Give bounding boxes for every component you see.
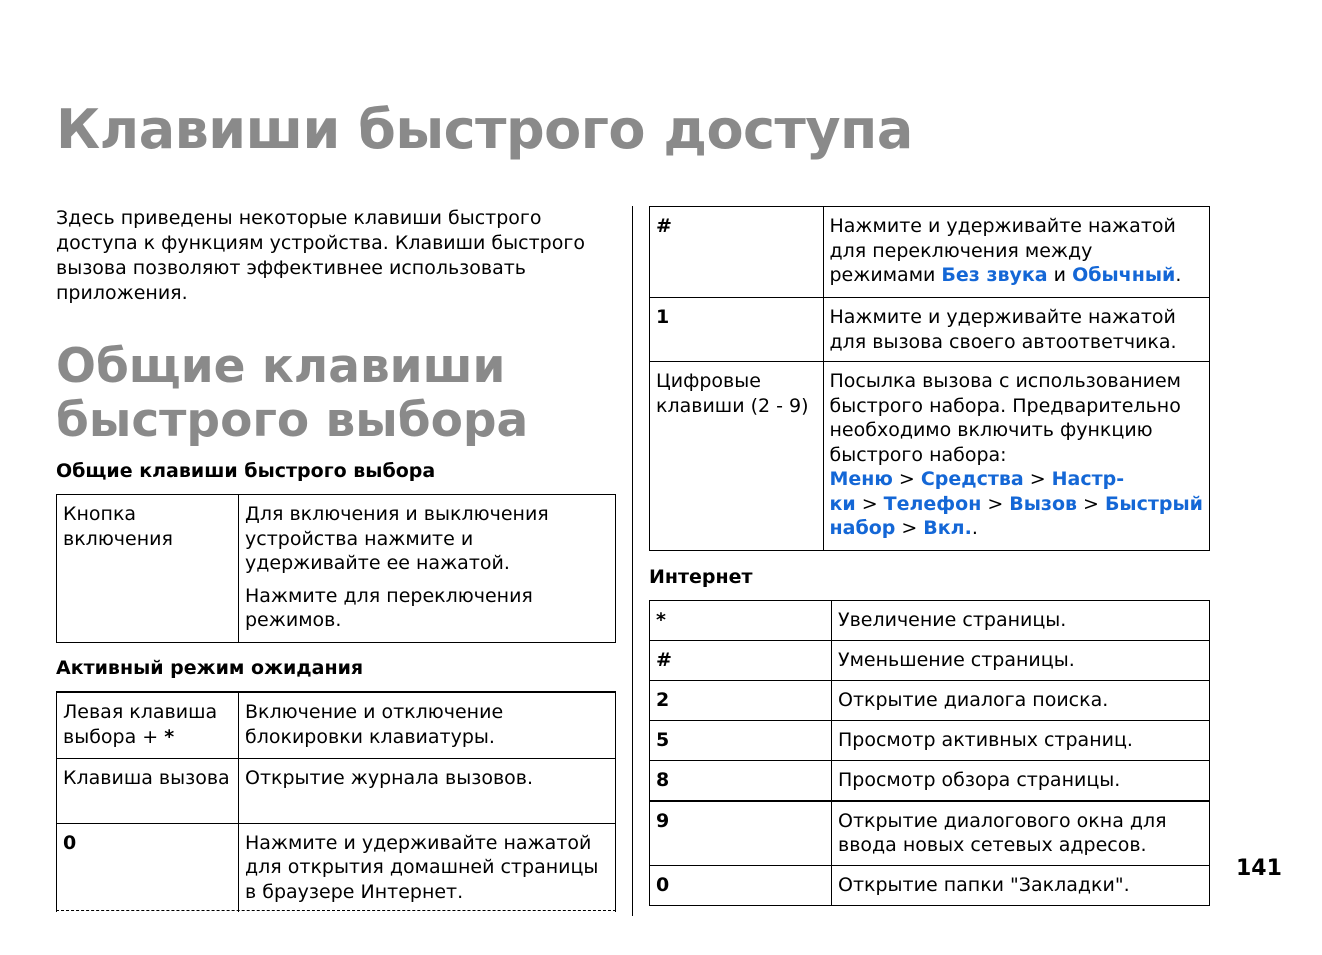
standby-heading: Активный режим ожидания [56,657,364,679]
key-cell [650,721,832,761]
internet-heading: Интернет [649,566,753,588]
table-row [57,692,616,758]
table-row [650,761,1210,801]
intro-paragraph: Здесь приведены некоторые клавиши быстрого доступа к функциям устройства. Клавиши быстрого вызова позволяют эффективнее использовать приложения. [56,207,585,304]
desc-text: Нажмите и удерживайте нажатой для вызова своего автоответчика. [829,306,1177,353]
table-row [650,298,1210,362]
desc-text: . [1175,264,1182,286]
desc-text: Для включения и выключения устройства нажмите и удерживайте ее нажатой. [245,503,549,574]
section-title: Общие клавиши быстрого выбора [56,339,529,448]
desc-text: Включение и отключение блокировки клавиатуры. [245,701,504,748]
desc-text: Открытие папки "Закладки". [838,873,1130,896]
table-row [650,801,1210,866]
desc-cell [239,758,616,823]
desc-cell [823,207,1210,298]
desc-cell [823,362,1210,551]
desc-text: Уменьшение страницы. [838,649,1075,671]
key-label: * [656,609,666,631]
desc-cell [832,865,1210,905]
menu-path-link[interactable]: Вызов [1009,492,1078,515]
key-cell [650,865,832,905]
desc-cell [832,601,1210,641]
key-label: # [656,215,672,237]
general-keys-table [56,494,616,643]
desc-text: и [1047,264,1073,286]
desc-cell [832,641,1210,681]
key-label: Цифровые клавиши (2 - 9) [656,370,809,417]
key-cell [650,601,832,641]
key-label: 0 [656,873,670,896]
key-cell [650,207,824,298]
key-label: # [656,649,672,671]
table-row [57,495,616,643]
menu-path-link[interactable]: Телефон [883,492,982,515]
desc-cell [823,298,1210,362]
menu-path-link[interactable]: Быстрый набор [829,492,1203,539]
key-cell [650,761,832,801]
desc-text: Открытие журнала вызовов. [245,766,534,789]
menu-path-link[interactable]: Настр-ки [829,468,1125,515]
misc-keys-table [649,206,1210,551]
table-row [650,207,1210,298]
table-row [650,721,1210,761]
key-label: Клавиша вызова [63,766,230,789]
path-separator: > [861,492,878,515]
table-continuation-line [56,910,616,911]
key-cell [650,362,824,551]
key-cell [650,641,832,681]
desc-text: Нажмите для переключения режимов. [245,584,533,631]
table-row [650,681,1210,721]
page-number: 141 [1236,856,1282,881]
table-row [650,601,1210,641]
table-row [57,823,616,912]
key-cell [650,681,832,721]
desc-text: Открытие диалога поиска. [838,689,1109,711]
general-keys-heading: Общие клавиши быстрого выбора [56,460,436,482]
standby-keys-table [56,691,616,912]
desc-text: Посылка вызова с использованием быстрого набора. Предварительно необходимо включить функцию быстрого набора: [829,370,1181,466]
menu-path-link[interactable]: Меню [829,468,893,490]
desc-cell [239,823,616,912]
path-separator: > [987,492,1004,515]
key-cell [57,758,239,823]
desc-text: . [971,517,978,539]
path-separator: > [1083,492,1099,515]
desc-cell [832,801,1210,866]
key-symbol: * [164,725,175,748]
path-separator: > [898,468,915,490]
page-title: Клавиши быстрого доступа [56,98,913,161]
desc-cell [832,721,1210,761]
desc-cell [832,681,1210,721]
desc-cell [832,761,1210,801]
key-cell [650,298,824,362]
key-label: 9 [656,809,670,832]
desc-text: Просмотр обзора страницы. [838,769,1121,791]
path-separator: > [901,517,918,539]
table-row [57,758,616,823]
key-cell [57,495,239,643]
key-label: 0 [63,831,77,854]
key-label: 5 [656,729,670,751]
internet-keys-table [649,600,1210,906]
desc-text: Открытие диалогового окна для ввода новых сетевых адресов. [838,809,1167,856]
desc-text: Нажмите и удерживайте нажатой для открытия домашней страницы в браузере Интернет. [245,831,599,903]
key-label: Левая клавиша выбора + [63,701,218,748]
column-divider [632,206,633,916]
menu-path-link[interactable]: Обычный [1072,264,1176,286]
key-label: Кнопка включения [63,503,173,550]
desc-text: Просмотр активных страниц. [838,729,1133,751]
path-separator: > [1029,468,1046,490]
table-row [650,362,1210,551]
desc-text: Увеличение страницы. [838,609,1067,631]
key-cell [57,823,239,912]
key-label: 2 [656,689,670,711]
key-label: 8 [656,769,670,791]
key-cell [57,692,239,758]
menu-path-link[interactable]: Без звука [941,264,1048,286]
table-row [650,865,1210,905]
key-cell [650,801,832,866]
key-label: 1 [656,306,670,328]
menu-path-link[interactable]: Вкл. [923,517,972,539]
menu-path-link[interactable]: Средства [920,468,1024,490]
desc-cell [239,495,616,643]
desc-cell [239,692,616,758]
desc-text: Нажмите и удерживайте нажатой для переключения между режимами [829,215,1176,286]
table-row [650,641,1210,681]
